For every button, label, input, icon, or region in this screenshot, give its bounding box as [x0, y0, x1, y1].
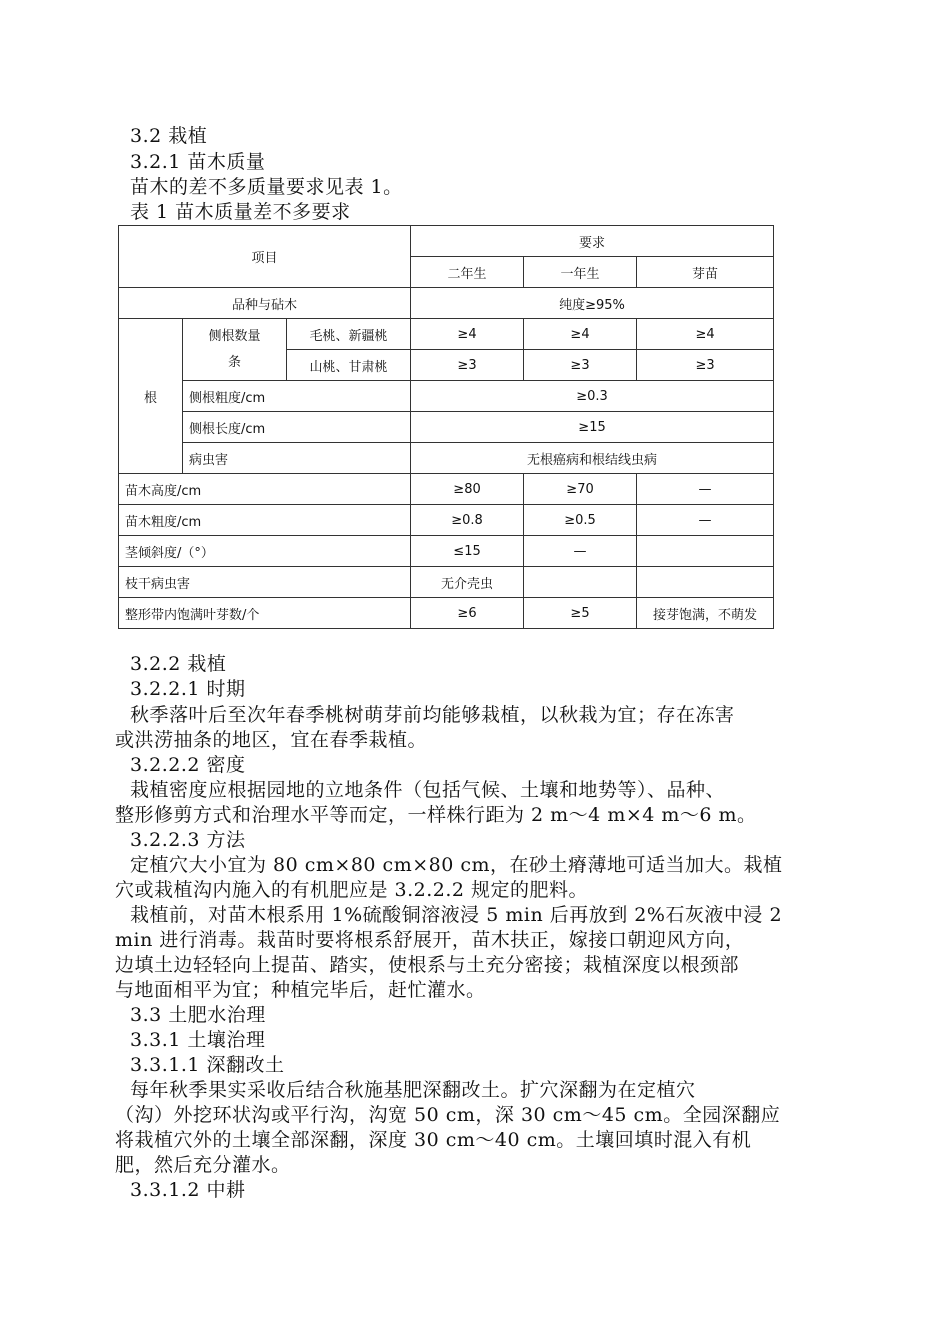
- table-row: [119, 443, 774, 474]
- table-cell-root: 根: [119, 319, 183, 474]
- table-cell: ≥0.3: [411, 381, 774, 412]
- heading-3-2-2: 3.2.2 栽植: [130, 653, 227, 675]
- table-cell: 侧根粗度/cm: [183, 381, 411, 412]
- table-cell: 山桃、甘肃桃: [287, 350, 411, 381]
- paragraph-line: 或洪涝抽条的地区，宜在春季栽植。: [115, 729, 428, 751]
- paragraph-line: 穴或栽植沟内施入的有机肥应是 3.2.2.2 规定的肥料。: [115, 879, 589, 901]
- table-header-requirement: 要求: [411, 226, 774, 257]
- table-cell: 无根癌病和根结线虫病: [411, 443, 774, 474]
- table-cell: ≥80: [411, 474, 524, 505]
- table-header-two-year: 二年生: [411, 257, 524, 288]
- table-cell: 病虫害: [183, 443, 411, 474]
- table-cell: 纯度≥95%: [411, 288, 774, 319]
- table-row: [119, 226, 774, 257]
- heading-3-3: 3.3 土肥水治理: [130, 1004, 266, 1026]
- table-row: [119, 288, 774, 319]
- table-cell: ≥3: [637, 350, 774, 381]
- lateral-count-label: 侧根数量: [208, 328, 261, 344]
- paragraph-line: 整形修剪方式和治理水平等而定，一样株行距为 2 m～4 m×4 m～6 m。: [115, 804, 757, 826]
- table-row: [119, 474, 774, 505]
- table-header-bud: 芽苗: [637, 257, 774, 288]
- table-cell-lateral-count: [183, 319, 287, 381]
- paragraph-line: 栽植前，对苗木根系用 1%硫酸铜溶液浸 5 min 后再放到 2%石灰液中浸 2: [130, 904, 783, 926]
- table-cell: 枝干病虫害: [119, 567, 411, 598]
- heading-3-2-2-2: 3.2.2.2 密度: [130, 754, 246, 776]
- table-row: [119, 567, 774, 598]
- table-cell: ≥0.8: [411, 505, 524, 536]
- heading-3-3-1: 3.3.1 土壤治理: [130, 1029, 266, 1051]
- table-cell: 毛桃、新疆桃: [287, 319, 411, 350]
- table-header-one-year: 一年生: [524, 257, 637, 288]
- table-cell: 侧根长度/cm: [183, 412, 411, 443]
- heading-3-2-2-3: 3.2.2.3 方法: [130, 829, 246, 851]
- table-cell: ≥4: [411, 319, 524, 350]
- table-cell: 无介壳虫: [411, 567, 524, 598]
- table-cell: ≥3: [524, 350, 637, 381]
- heading-3-2-2-1: 3.2.2.1 时期: [130, 678, 246, 700]
- paragraph-line: 每年秋季果实采收后结合秋施基肥深翻改土。扩穴深翻为在定植穴: [130, 1079, 696, 1101]
- table-cell: 整形带内饱满叶芽数/个: [119, 598, 411, 629]
- paragraph-line: 栽植密度应根据园地的立地条件（包括气候、土壤和地势等）、品种、: [130, 779, 726, 801]
- table-caption: 表 1 苗木质量差不多要求: [130, 201, 351, 223]
- table-row: [119, 598, 774, 629]
- heading-3-3-1-2: 3.3.1.2 中耕: [130, 1179, 246, 1201]
- table-cell: ≥4: [524, 319, 637, 350]
- table-row: [119, 505, 774, 536]
- table-cell: [637, 567, 774, 598]
- table-cell: 苗木高度/cm: [119, 474, 411, 505]
- table-cell: [524, 567, 637, 598]
- paragraph-line: 将栽植穴外的土壤全部深翻，深度 30 cm～40 cm。土壤回填时混入有机: [115, 1129, 752, 1151]
- table-cell: 接芽饱满，不萌发: [637, 598, 774, 629]
- table-cell: ≥15: [411, 412, 774, 443]
- table-row: [119, 319, 774, 350]
- table-cell: [637, 536, 774, 567]
- table-cell: ≥3: [411, 350, 524, 381]
- table-cell: ≥5: [524, 598, 637, 629]
- heading-3-2-1: 3.2.1 苗木质量: [130, 151, 266, 173]
- paragraph-line: 定植穴大小宜为 80 cm×80 cm×80 cm，在砂土瘠薄地可适当加大。栽植: [130, 854, 783, 876]
- table-cell: —: [524, 536, 637, 567]
- table-cell: ≥0.5: [524, 505, 637, 536]
- paragraph-line: 秋季落叶后至次年春季桃树萌芽前均能够栽植，以秋栽为宜；存在冻害: [130, 704, 735, 726]
- paragraph-line: 肥，然后充分灌水。: [115, 1154, 291, 1176]
- paragraph-line: 边填土边轻轻向上提苗、踏实，使根系与土充分密接；栽植深度以根颈部: [115, 954, 740, 976]
- table-row: [119, 536, 774, 567]
- table-cell: 品种与砧木: [119, 288, 411, 319]
- paragraph-line: min 进行消毒。栽苗时要将根系舒展开，苗木扶正，嫁接口朝迎风方向，: [115, 929, 745, 951]
- paragraph-3-2-1: 苗木的差不多质量要求见表 1。: [130, 176, 403, 198]
- table-cell: —: [637, 474, 774, 505]
- lateral-count-unit: 条: [227, 354, 241, 370]
- table-header-item: 项目: [119, 226, 411, 288]
- heading-3-2: 3.2 栽植: [130, 125, 208, 147]
- table-cell: ≥6: [411, 598, 524, 629]
- paragraph-line: （沟）外挖环状沟或平行沟，沟宽 50 cm，深 30 cm～45 cm。全园深翻应: [115, 1104, 781, 1126]
- table-cell: ≥70: [524, 474, 637, 505]
- table-cell: —: [637, 505, 774, 536]
- table-cell: 茎倾斜度/（°）: [119, 536, 411, 567]
- table-cell: ≥4: [637, 319, 774, 350]
- table-row: [119, 381, 774, 412]
- seedling-quality-table: [118, 225, 774, 629]
- table-cell: ≤15: [411, 536, 524, 567]
- paragraph-line: 与地面相平为宜；种植完毕后，赶忙灌水。: [115, 979, 486, 1001]
- heading-3-3-1-1: 3.3.1.1 深翻改土: [130, 1054, 285, 1076]
- table-cell: 苗木粗度/cm: [119, 505, 411, 536]
- table-row: [119, 412, 774, 443]
